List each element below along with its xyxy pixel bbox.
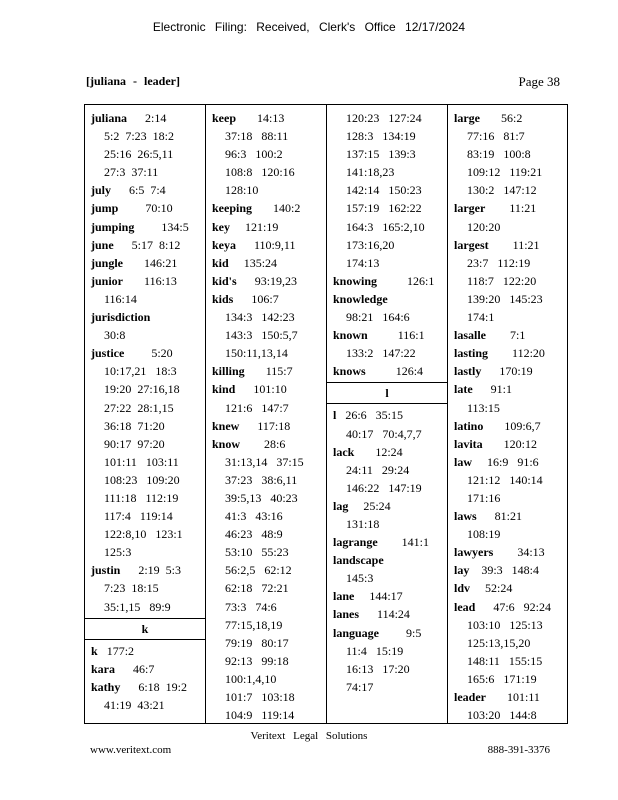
index-entry (85, 199, 205, 217)
index-references: 135:24 (228, 255, 278, 270)
index-entry-continuation: 10:17,21 18:3 (104, 364, 177, 379)
index-term: lasalle (454, 328, 486, 343)
index-references: 7:1 (486, 328, 526, 343)
index-references: 140:2 (252, 201, 301, 216)
index-entry-continuation: 120:23 127:24 (346, 111, 422, 125)
index-term: known (333, 328, 368, 343)
index-column-3 (327, 105, 448, 723)
index-entry-continuation: 31:13,14 37:15 (225, 454, 304, 469)
index-entry-continuation: 118:7 122:20 (467, 273, 537, 288)
index-term: july (91, 183, 112, 198)
index-entry-continuation: 101:11 103:11 (104, 454, 179, 469)
index-column-1 (85, 105, 206, 723)
index-entry (206, 435, 326, 453)
index-references: 6:18 19:2 (120, 679, 188, 694)
index-entry-continuation: 128:10 (225, 183, 259, 198)
index-entry-continuation: 125:3 (104, 545, 132, 560)
index-column-4 (448, 105, 567, 723)
index-entry-continuation: 40:17 70:4,7,7 (346, 426, 422, 441)
index-entry-continuation: 25:16 26:5,11 (104, 147, 174, 162)
index-references: 116:1 (367, 328, 425, 343)
index-term: language (333, 625, 380, 640)
index-entry (206, 272, 326, 290)
index-entry-continuation: 77:16 81:7 (467, 129, 525, 144)
index-entry (85, 642, 205, 660)
index-entry-continuation: 128:3 134:19 (346, 129, 416, 144)
index-entry-continuation: 108:8 120:16 (225, 165, 295, 180)
index-entry-continuation: 104:9 119:14 (225, 708, 295, 723)
index-entry-continuation: 108:23 109:20 (104, 472, 180, 487)
index-term: kid (212, 255, 229, 270)
index-entry (85, 344, 205, 362)
index-references: 126:4 (365, 364, 424, 379)
index-references: 11:21 (485, 201, 537, 216)
index-term: l (333, 408, 337, 423)
index-entry-continuation: 120:20 (467, 219, 501, 234)
index-term: landscape (333, 553, 384, 568)
index-term: lead (454, 599, 476, 614)
index-references: 26:6 35:15 (336, 408, 404, 423)
index-entry (448, 507, 567, 525)
letter-section-header: k (85, 618, 205, 640)
index-entry-continuation: 117:4 119:14 (104, 509, 173, 524)
index-entry-continuation: 46:23 48:9 (225, 527, 283, 542)
index-references: 47:6 92:24 (475, 599, 552, 614)
index-entry-continuation: 23:7 112:19 (467, 255, 531, 270)
index-entry-continuation: 174:13 (346, 255, 380, 270)
index-term: jungle (91, 255, 124, 270)
index-entry (448, 380, 567, 398)
index-term: june (91, 237, 114, 252)
index-term: lagrange (333, 535, 378, 550)
index-entry (327, 406, 447, 424)
index-references: 177:2 (97, 643, 135, 658)
index-references: 114:24 (359, 607, 410, 622)
index-entry-continuation: 139:20 145:23 (467, 291, 543, 306)
index-entry (206, 218, 326, 236)
index-entry-continuation: 130:2 147:12 (467, 183, 537, 198)
index-entry-continuation: 116:14 (104, 291, 137, 306)
index-references: 28:6 (240, 436, 286, 451)
index-entry (206, 417, 326, 435)
index-references: 170:19 (481, 364, 533, 379)
index-entry-continuation: 96:3 100:2 (225, 147, 283, 162)
index-entry (85, 236, 205, 254)
index-entry (85, 218, 205, 236)
index-entry-continuation: 143:3 150:5,7 (225, 328, 298, 343)
index-references: 106:7 (233, 291, 279, 306)
index-term: lack (333, 444, 355, 459)
letter-section-header: l (327, 382, 447, 404)
index-references: 141:1 (377, 535, 430, 550)
index-term: largest (454, 237, 489, 252)
index-entry-continuation: 131:18 (346, 516, 380, 531)
index-entry-continuation: 174:1 (467, 310, 495, 325)
index-entry (85, 678, 205, 696)
index-term: kids (212, 291, 234, 306)
index-entry (85, 181, 205, 199)
index-entry-continuation: 148:11 155:15 (467, 653, 543, 668)
index-references: 121:19 (230, 219, 279, 234)
index-entry-continuation: 125:13,15,20 (467, 635, 531, 650)
index-references: 16:9 91:6 (472, 454, 539, 469)
index-term: lane (333, 589, 355, 604)
index-term: jump (91, 201, 119, 216)
index-entry (85, 561, 205, 579)
index-entry-continuation: 111:18 112:19 (104, 490, 179, 505)
index-entry (85, 109, 205, 127)
index-term: lanes (333, 607, 360, 622)
index-entry-continuation: 134:3 142:23 (225, 310, 295, 325)
index-entry-continuation: 108:19 (467, 527, 501, 542)
index-entry (85, 254, 205, 272)
index-entry-continuation: 121:6 147:7 (225, 400, 289, 415)
index-entry-continuation: 133:2 147:22 (346, 346, 416, 361)
index-entry-continuation: 121:12 140:14 (467, 472, 543, 487)
index-entry (327, 497, 447, 515)
index-entry (448, 109, 567, 127)
index-entry-continuation: 145:3 (346, 571, 374, 586)
index-entry-continuation: 100:1,4,10 (225, 671, 277, 686)
index-entry-continuation: 79:19 80:17 (225, 635, 289, 650)
index-entry (327, 533, 447, 551)
index-entry (85, 272, 205, 290)
index-entry (327, 551, 447, 569)
index-range-label: [juliana - leader] (86, 74, 180, 88)
index-term: k (91, 643, 98, 658)
index-term: justice (91, 346, 125, 361)
index-entry-continuation: 90:17 97:20 (104, 436, 165, 451)
index-term: knew (212, 418, 240, 433)
index-entry-continuation: 53:10 55:23 (225, 545, 289, 560)
index-entry-continuation: 83:19 100:8 (467, 147, 531, 162)
index-entry (206, 109, 326, 127)
index-entry-continuation: 98:21 164:6 (346, 310, 410, 325)
index-term: knowledge (333, 291, 388, 306)
index-references: 112:20 (488, 346, 545, 361)
index-entry (85, 308, 205, 326)
index-entry-continuation: 77:15,18,19 (225, 617, 283, 632)
index-entry-continuation: 137:15 139:3 (346, 147, 416, 162)
index-entry-continuation: 5:2 7:23 18:2 (104, 129, 175, 144)
index-references: 110:9,11 (236, 237, 296, 252)
index-term: lag (333, 498, 349, 513)
index-entry-continuation: 173:16,20 (346, 237, 395, 252)
index-term: junior (91, 273, 124, 288)
index-references: 101:11 (486, 690, 540, 704)
index-references: 81:21 (476, 509, 523, 524)
index-entry-continuation: 113:15 (467, 400, 500, 415)
index-entry (206, 362, 326, 380)
index-entry (448, 543, 567, 561)
index-term: lasting (454, 346, 489, 361)
index-entry (448, 435, 567, 453)
index-term: ldv (454, 581, 471, 596)
index-entry-continuation: 142:14 150:23 (346, 183, 422, 198)
index-entry (448, 417, 567, 435)
index-entry-continuation: 150:11,13,14 (225, 346, 288, 361)
index-entry (327, 605, 447, 623)
index-references: 46:7 (115, 661, 155, 676)
index-entry-continuation: 39:5,13 40:23 (225, 490, 298, 505)
index-entry-continuation: 11:4 15:19 (346, 643, 404, 658)
index-references: 11:21 (488, 237, 540, 252)
index-references: 115:7 (244, 364, 293, 379)
index-entry (448, 579, 567, 597)
index-references: 56:2 (480, 111, 523, 125)
index-term: key (212, 219, 230, 234)
index-term: leader (454, 690, 486, 704)
index-entry-continuation: 109:12 119:21 (467, 165, 543, 180)
index-term: knowing (333, 273, 378, 288)
index-term: lavita (454, 436, 483, 451)
index-references: 126:1 (377, 273, 435, 288)
index-term: lawyers (454, 545, 494, 560)
index-entry (448, 688, 567, 706)
index-entry (327, 587, 447, 605)
index-term: lay (454, 563, 470, 578)
index-references: 101:10 (235, 382, 287, 397)
index-references: 109:6,7 (483, 418, 541, 433)
index-entry-continuation: 171:16 (467, 490, 501, 505)
index-references: 5:20 (124, 346, 173, 361)
index-entry (206, 380, 326, 398)
index-term: jumping (91, 219, 135, 234)
index-references: 70:10 (118, 201, 173, 216)
index-references: 39:3 148:4 (469, 563, 540, 578)
index-references: 52:24 (470, 581, 513, 596)
index-term: kara (91, 661, 115, 676)
index-entry (206, 199, 326, 217)
index-term: knows (333, 364, 366, 379)
index-entry-continuation: 24:11 29:24 (346, 462, 410, 477)
index-entry-continuation: 35:1,15 89:9 (104, 599, 171, 614)
index-entry-continuation: 157:19 162:22 (346, 201, 422, 216)
index-entry (206, 236, 326, 254)
word-index-table (84, 104, 568, 724)
filing-stamp: Electronic Filing: Received, Clerk's Office 12/17/2024 (152, 20, 466, 34)
index-references: 5:17 8:12 (113, 237, 181, 252)
index-entry (448, 199, 567, 217)
index-entry (448, 326, 567, 344)
index-term: late (454, 382, 473, 397)
index-entry (448, 362, 567, 380)
index-references: 134:5 (134, 219, 189, 234)
index-entry-continuation: 36:18 71:20 (104, 418, 165, 433)
index-entry-continuation: 27:22 28:1,15 (104, 400, 174, 415)
index-entry-continuation: 56:2,5 62:12 (225, 563, 292, 578)
index-entry-continuation: 37:18 88:11 (225, 129, 289, 144)
index-entry-continuation: 92:13 99:18 (225, 653, 289, 668)
index-references: 2:14 (127, 111, 167, 125)
index-entry-continuation: 7:23 18:15 (104, 581, 159, 596)
index-references: 25:24 (348, 498, 391, 513)
index-entry (448, 344, 567, 362)
index-references: 91:1 (472, 382, 512, 397)
footer-website: www.veritext.com (90, 744, 172, 756)
index-references: 117:18 (239, 418, 291, 433)
index-term: law (454, 454, 472, 469)
index-entry (85, 660, 205, 678)
index-entry (327, 272, 447, 290)
index-entry-continuation: 101:7 103:18 (225, 690, 295, 704)
page-number: Page 38 (518, 74, 560, 89)
index-term: keya (212, 237, 236, 252)
index-entry-continuation: 74:17 (346, 679, 374, 694)
index-entry-continuation: 164:3 165:2,10 (346, 219, 425, 234)
index-term: keeping (212, 201, 253, 216)
index-references: 6:5 7:4 (111, 183, 166, 198)
index-references: 14:13 (236, 111, 285, 125)
index-entry (327, 443, 447, 461)
index-entry-continuation: 103:10 125:13 (467, 617, 543, 632)
index-entry (448, 598, 567, 616)
index-entry-continuation: 41:19 43:21 (104, 697, 165, 712)
index-references: 144:17 (354, 589, 403, 604)
index-term: juliana (91, 111, 128, 125)
index-references: 9:5 (379, 625, 422, 640)
index-entry-continuation: 165:6 171:19 (467, 671, 537, 686)
index-term: keep (212, 111, 236, 125)
index-references: 146:21 (123, 255, 178, 270)
index-term: jurisdiction (91, 310, 151, 325)
index-references: 120:12 (482, 436, 538, 451)
index-entry-continuation: 73:3 74:6 (225, 599, 277, 614)
index-entry-continuation: 27:3 37:11 (104, 165, 159, 180)
index-entry-continuation: 141:18,23 (346, 165, 395, 180)
index-entry-continuation: 146:22 147:19 (346, 480, 422, 495)
index-term: lastly (454, 364, 482, 379)
index-references: 2:19 5:3 (120, 563, 182, 578)
index-entry (206, 290, 326, 308)
index-entry (327, 326, 447, 344)
index-term: kind (212, 382, 236, 397)
index-entry-continuation: 62:18 72:21 (225, 581, 289, 596)
index-entry-continuation: 19:20 27:16,18 (104, 382, 180, 397)
index-entry-continuation: 30:8 (104, 328, 126, 343)
index-entry (327, 362, 447, 380)
index-term: kathy (91, 679, 121, 694)
index-entry (206, 254, 326, 272)
index-references: 93:19,23 (236, 273, 298, 288)
index-column-2 (206, 105, 327, 723)
index-entry (448, 453, 567, 471)
index-term: larger (454, 201, 486, 216)
index-references: 116:13 (123, 273, 177, 288)
index-entry (327, 624, 447, 642)
index-entry (448, 236, 567, 254)
index-term: know (212, 436, 241, 451)
index-entry-continuation: 16:13 17:20 (346, 661, 410, 676)
index-entry-continuation: 37:23 38:6,11 (225, 472, 298, 487)
index-entry (448, 561, 567, 579)
index-term: latino (454, 418, 484, 433)
index-term: killing (212, 364, 245, 379)
index-entry-continuation: 103:20 144:8 (467, 708, 537, 723)
footer-phone: 888-391-3376 (487, 744, 550, 756)
index-term: justin (91, 563, 121, 578)
index-term: kid's (212, 273, 237, 288)
index-entry (327, 290, 447, 308)
index-term: laws (454, 509, 477, 524)
index-references: 34:13 (493, 545, 545, 560)
index-entry-continuation: 122:8,10 123:1 (104, 527, 183, 542)
index-term: large (454, 111, 480, 125)
index-entry-continuation: 41:3 43:16 (225, 509, 283, 524)
footer-company: Veritext Legal Solutions (250, 730, 368, 742)
index-references: 12:24 (354, 444, 403, 459)
